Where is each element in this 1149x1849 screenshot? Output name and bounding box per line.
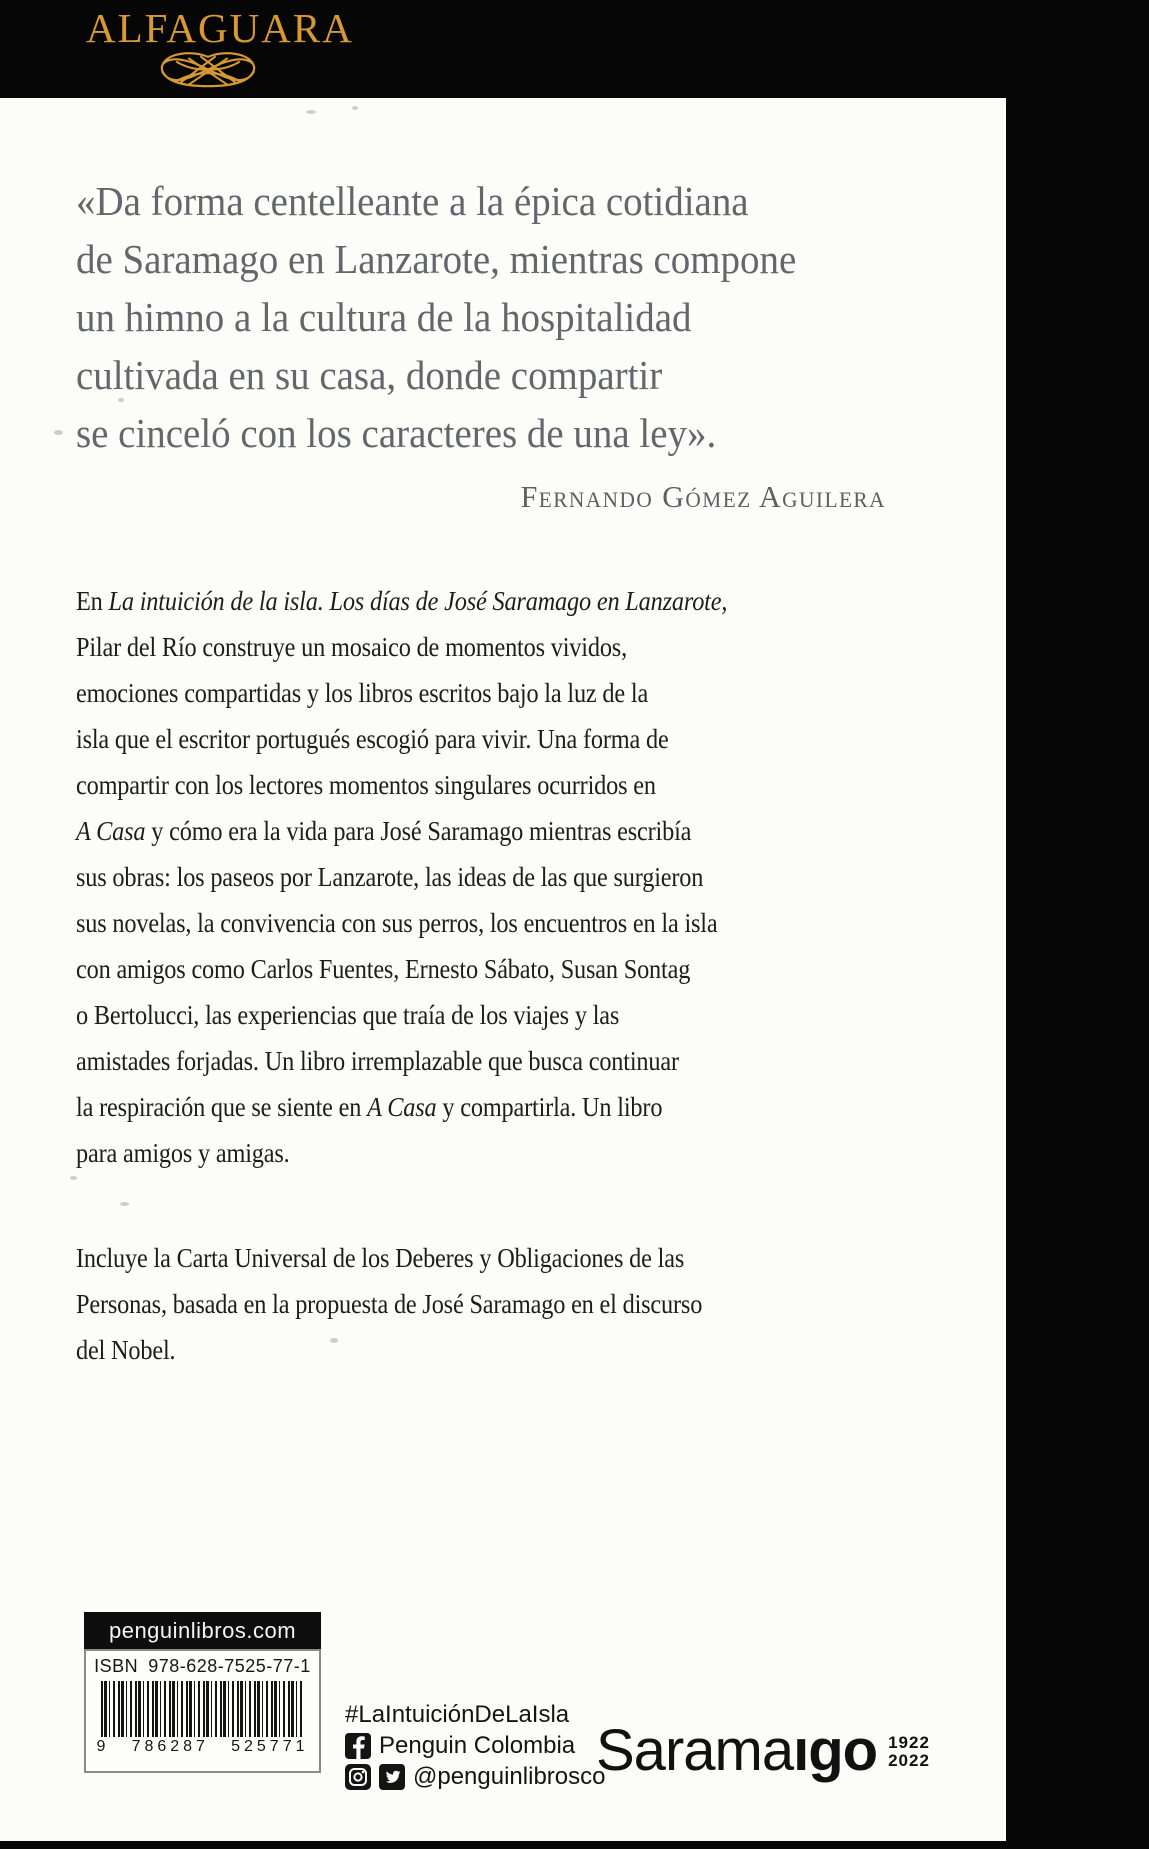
barcode-digit-group: 786287 — [131, 1738, 209, 1755]
facebook-row — [345, 1730, 605, 1761]
barcode-digit-group: 525771 — [231, 1738, 309, 1755]
alfaguara-flourish-icon — [151, 48, 265, 95]
quote-attribution: Fernando Gómez Aguilera — [520, 479, 886, 514]
isbn-line — [86, 1656, 319, 1677]
barcode-digit-group: 9 — [96, 1738, 110, 1755]
text-line: se cinceló con los caracteres de una ley». — [76, 410, 717, 456]
facebook-name: Penguin Colombia — [379, 1731, 576, 1759]
scan-artifact — [70, 1176, 77, 1180]
text-line: compartir con los lectores momentos singulares ocurridos en — [76, 770, 656, 800]
text-line: un himno a la cultura de la hospitalidad — [76, 294, 692, 340]
text-line: de Saramago en Lanzarote, mientras compone — [76, 236, 797, 282]
year-1922: 1922 — [888, 1733, 930, 1752]
text-line: Pilar del Río construye un mosaico de momentos vividos, — [76, 632, 627, 662]
brand-prefix: Sarama — [596, 1718, 794, 1783]
social-handle: @penguinlibrosco — [413, 1762, 606, 1790]
text-line: «Da forma centelleante a la épica cotidiana — [76, 178, 749, 224]
synopsis-paragraph-2 — [76, 1235, 956, 1373]
hashtag: #LaIntuiciónDeLaIsla — [345, 1700, 570, 1728]
alfaguara-logo — [86, 4, 354, 95]
scan-artifact — [306, 110, 316, 114]
barcode-digits — [97, 1738, 309, 1756]
twitter-icon — [379, 1764, 405, 1790]
social-block — [345, 1699, 605, 1792]
isbn-block — [84, 1649, 321, 1773]
centenary-years — [888, 1734, 930, 1770]
scan-artifact — [352, 106, 358, 110]
text-line: En La intuición de la isla. Los días de José Saramago en Lanzarote, — [76, 586, 728, 616]
cover-page — [0, 98, 1006, 1841]
isbn-number: 978-628-7525-77-1 — [148, 1656, 311, 1676]
barcode — [101, 1681, 305, 1737]
year-2022: 2022 — [888, 1751, 930, 1770]
scan-artifact — [330, 1338, 338, 1343]
text-line: con amigos como Carlos Fuentes, Ernesto Sábato, Susan Sontag — [76, 954, 691, 984]
text-line: emociones compartidas y los libros escritos bajo la luz de la — [76, 678, 649, 708]
text-line: sus obras: los paseos por Lanzarote, las ideas de las que surgieron — [76, 862, 704, 892]
scan-artifact — [118, 398, 124, 402]
synopsis-paragraph-1 — [76, 578, 956, 1176]
scan-artifact — [120, 1202, 129, 1206]
text-line: cultivada en su casa, donde compartir — [76, 352, 663, 398]
facebook-icon — [345, 1733, 371, 1759]
text-line: para amigos y amigas. — [76, 1138, 290, 1168]
text-line: o Bertolucci, las experiencias que traía de los viajes y las — [76, 1000, 620, 1030]
brand-suffix: ıgo — [793, 1718, 878, 1783]
text-line: isla que el escritor portugués escogió para vivir. Una forma de — [76, 724, 669, 754]
hashtag-row — [345, 1699, 605, 1730]
text-line: sus novelas, la convivencia con sus perros, los encuentros en la isla — [76, 908, 718, 938]
website-bar: penguinlibros.com — [84, 1612, 321, 1649]
text-line: del Nobel. — [76, 1335, 176, 1365]
text-line: Incluye la Carta Universal de los Deberes y Obligaciones de las — [76, 1243, 685, 1273]
text-line: la respiración que se siente en A Casa y compartirla. Un libro — [76, 1092, 663, 1122]
instagram-icon — [345, 1764, 371, 1790]
handle-row — [345, 1761, 605, 1792]
text-line: Personas, basada en la propuesta de José Saramago en el discurso — [76, 1289, 703, 1319]
review-quote — [76, 172, 936, 462]
isbn-label: ISBN — [94, 1656, 139, 1676]
text-line: A Casa y cómo era la vida para José Saramago mientras escribía — [76, 816, 692, 846]
scan-artifact — [54, 430, 63, 435]
publisher-band — [0, 0, 1149, 98]
text-line: amistades forjadas. Un libro irremplazable que busca continuar — [76, 1046, 679, 1076]
saramago-centenary-logo — [596, 1720, 930, 1782]
alfaguara-wordmark: ALFAGUARA — [86, 5, 354, 51]
